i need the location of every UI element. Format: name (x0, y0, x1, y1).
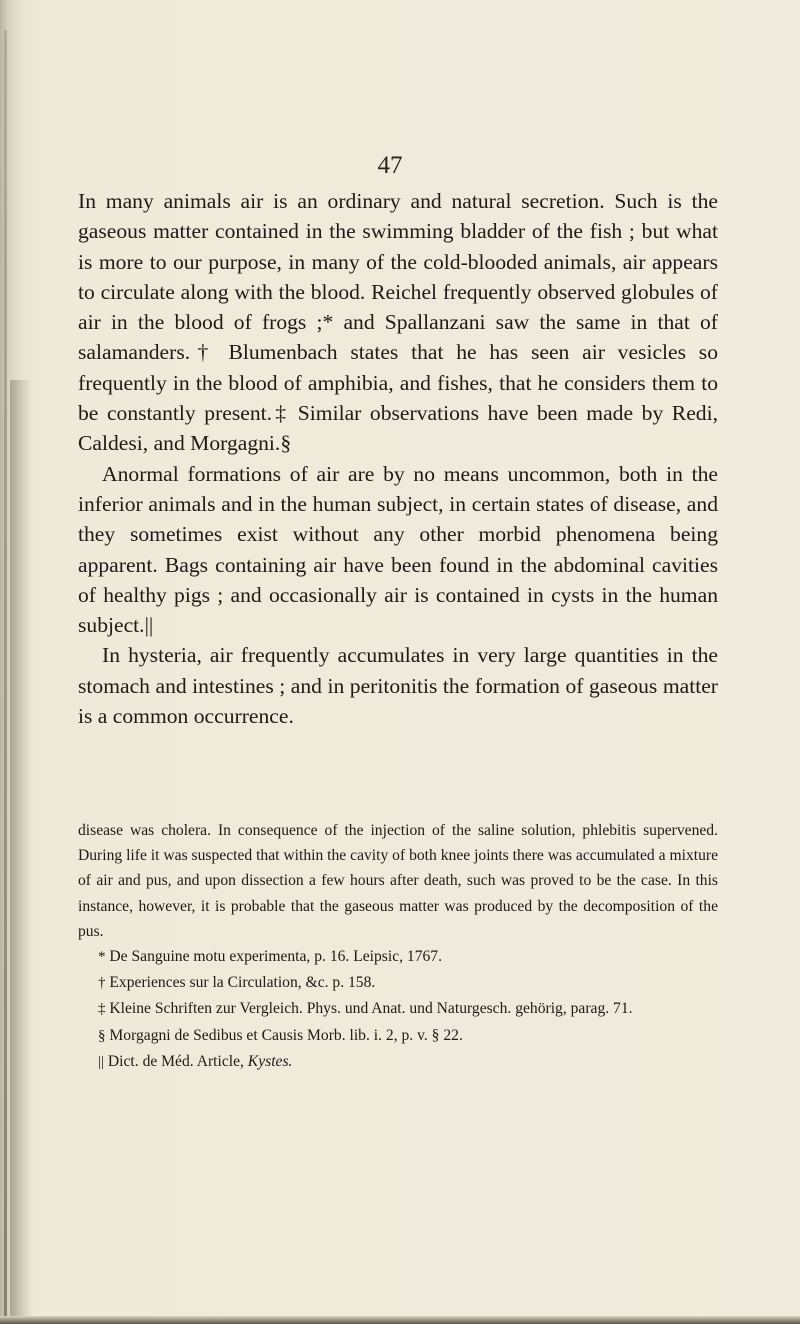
footnote-symbol: * (98, 949, 106, 966)
page-number: 47 (377, 152, 403, 179)
footnote-3 (78, 996, 718, 1022)
footnote-symbol: § (98, 1027, 106, 1044)
footnote-text: De Sanguine motu experimenta, p. 16. Leipsic, 1767. (109, 948, 442, 966)
footnote-symbol: ‡ (98, 1001, 106, 1018)
footnote-text: Morgagni de Sedibus et Causis Morb. lib. i. 2, p. v. § 22. (109, 1026, 463, 1044)
binding-shadow (10, 380, 32, 1324)
footnote-1 (78, 944, 718, 970)
footnote-continuation: disease was cholera. In consequence of the injection of the saline solution, phlebitis supervened. During life it was suspected that within the cavity of both knee joints there was accumulated a mixture of air and pus, and upon dissection a few hours after death, such was proved to be the case. In this instance, however, it is probable that the gaseous matter was produced by the decomposition of the pus. (78, 822, 718, 940)
footnote-2 (78, 970, 718, 996)
footnote-text: Dict. de Méd. Article, (107, 1052, 248, 1070)
footnote-italic: Kystes. (247, 1052, 293, 1070)
paragraph-2: Anormal formations of air are by no means uncommon, both in the inferior animals and in the human subject, in certain states of disease, and they sometimes exist without any other morbid phenomena being apparent. Bags containing air have been found in the abdominal cavities of healthy pigs ; and occasionally air is contained in cysts in the human subject.|| (78, 461, 718, 638)
footnote-4 (78, 1023, 718, 1049)
paragraph-3: In hysteria, air frequently accumulates in very large quantities in the stomach and intestines ; and in peritonitis the formation of gaseous matter is a common occurrence. (78, 643, 718, 729)
footnotes (78, 818, 718, 1075)
footnote-symbol: || (98, 1053, 105, 1070)
footnote-5 (78, 1049, 718, 1075)
paragraph-1: In many animals air is an ordinary and natural secretion. Such is the gaseous matter contained in the swimming bladder of the fish ; but what is more to our purpose, in many of the cold-blooded animals, air appears to circulate along with the blood. Reichel frequently observed globules of air in the blood of frogs ;* and Spallanzani saw the same in that of salamanders.† Blumenbach states that he has seen air vesicles so frequently in the blood of amphibia, and fishes, that he considers them to be constantly present.‡ Similar observations have been made by Redi, Caldesi, and Morgagni.§ (78, 189, 718, 456)
main-text (78, 186, 718, 731)
footnote-text: Experiences sur la Circulation, &c. p. 158. (109, 974, 376, 992)
page-bottom-edge (0, 1316, 800, 1324)
footnote-symbol: † (98, 975, 106, 992)
binding-edge (4, 30, 7, 1320)
footnote-text: Kleine Schriften zur Vergleich. Phys. und Anat. und Naturgesch. gehörig, parag. 71. (109, 1000, 633, 1018)
